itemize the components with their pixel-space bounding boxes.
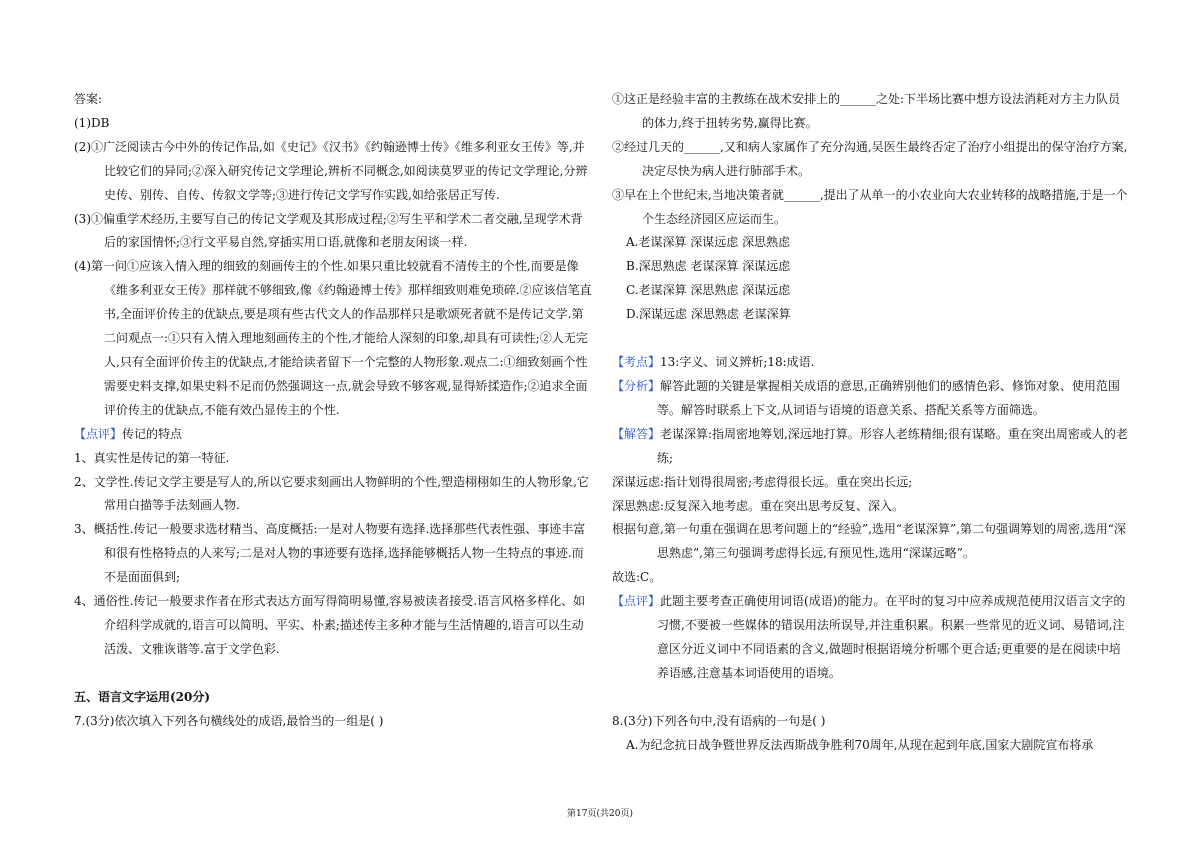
point-1: 1、真实性是传记的第一特征. — [74, 450, 230, 465]
question-8-option-a: A.为纪念抗日战争暨世界反法西斯战争胜利70周年,从现在起到年底,国家大剧院宣布将承 — [626, 737, 1094, 752]
sentence-3: ③早在上个世纪末,当地决策者就______,提出了从单一的小农业向大农业转移的战略措施,于是一个个生态经济园区应运而生。 — [612, 187, 1128, 226]
answer-label: 答案: — [74, 92, 103, 106]
comment — [612, 590, 1132, 686]
analysis — [612, 375, 1132, 423]
left-column — [74, 88, 594, 734]
review-text: 传记的特点 — [122, 426, 183, 441]
comment-text: 此题主要考查正确使用词语(成语)的能力。在平时的复习中应养成规范使用汉语言文字的习惯,不要被一些媒体的错误用法所误导,并注重积累。积累一些常见的近义词、易错词,注意区分近义词中不同语素的含义,做题时根据语境分析哪个更合适;更重要的是在阅读中培养语感,注意基本词语使用的语境。 — [657, 594, 1126, 680]
answer-3: (3)①偏重学术经历,主要写自己的传记文学观及其形成过程;②写生平和学术二者交融,呈现学术背后的家国情怀;③行文平易自然,穿插实用口语,就像和老朋友闲谈一样. — [74, 211, 583, 250]
knowledge-tag: 【考点】 — [612, 355, 661, 370]
question-8: 8.(3分)下列各句中,没有语病的一句是( ) — [612, 713, 826, 728]
section-title: 五、语言文字运用(20分) — [74, 689, 211, 704]
solution — [612, 423, 1132, 471]
option-c: C.老谋深算 深思熟虑 深谋远虑 — [626, 283, 791, 298]
comment-tag: 【点评】 — [612, 594, 661, 609]
analysis-text: 解答此题的关键是掌握相关成语的意思,正确辨别他们的感情色彩、修饰对象、使用范围等。解答时联系上下文,从词语与语境的语意关系、搭配关系等方面筛选。 — [657, 378, 1120, 417]
question-7: 7.(3分)依次填入下列各句横线处的成语,最恰当的一组是( ) — [74, 713, 384, 728]
analysis-tag: 【分析】 — [612, 378, 661, 393]
answer-2: (2)①广泛阅读古今中外的传记作品,如《史记》《汉书》《约翰逊博士传》《维多利亚女王传》等,并比较它们的异同;②深入研究传记文学理论,辨析不同概念,如阅读莫罗亚的传记文学理论,分辨史传、别传、自传、传叙文学等;③进行传记文学写作实践,如给张居正写传. — [74, 139, 588, 202]
review-line — [74, 423, 594, 447]
sentence-1: ①这正是经验丰富的主教练在战术安排上的______之处:下半场比赛中想方设法消耗对方主力队员的体力,终于扭转劣势,赢得比赛。 — [612, 92, 1121, 130]
option-d: D.深谋远虑 深思熟虑 老谋深算 — [626, 307, 791, 322]
point-3: 3、概括性.传记一般要求选材精当、高度概括:一是对人物要有选择.选择那些代表性强、事迹丰富和很有性格特点的人来写;二是对人物的事迹要有选择,选择能够概括人物一生特点的事迹.而不是面面俱到; — [74, 522, 586, 585]
option-a: A.老谋深算 深谋远虑 深思熟虑 — [626, 235, 791, 250]
answer-1: (1)DB — [74, 115, 110, 130]
option-b: B.深思熟虑 老谋深算 深谋远虑 — [626, 259, 791, 274]
solution-text: 老谋深算:指周密地筹划,深远地打算。形容人老练精细;很有谋略。重在突出周密或人的老练; — [657, 426, 1128, 465]
page-footer: 第17页(共20页) — [567, 809, 633, 819]
point-2: 2、文学性.传记文学主要是写人的,所以它要求刻画出人物鲜明的个性,塑造栩栩如生的人物形象,它常用白描等手法刻画人物. — [74, 474, 589, 513]
review-tag: 【点评】 — [74, 426, 123, 441]
solution-line-2: 深思熟虑:反复深入地考虑。重在突出思考反复、深入。 — [612, 498, 905, 513]
right-column — [612, 88, 1132, 758]
solution-tag: 【解答】 — [612, 426, 661, 441]
sentence-2: ②经过几天的______,又和病人家属作了充分沟通,吴医生最终否定了治疗小组提出的保守治疗方案,决定尽快为病人进行肺部手术。 — [612, 139, 1128, 178]
knowledge-point — [612, 351, 1132, 375]
point-4: 4、通俗性.传记一般要求作者在形式表达方面写得简明易懂,容易被读者接受.语言风格多样化、如介绍科学成就的,语言可以简明、平实、朴素;描述传主多种才能与生活情趣的,语言可以生动活泼、文雅诙谐等.富于文学色彩. — [74, 594, 586, 656]
knowledge-text: 13:字义、词义辨析;18:成语. — [660, 355, 815, 370]
solution-line-1: 深谋远虑:指计划得很周密;考虑得很长远。重在突出长远; — [612, 474, 913, 489]
solution-line-3: 根据句意,第一句重在强调在思考问题上的“经验”,选用“老谋深算”,第二句强调筹划的周密,选用“深思熟虑”,第三句强调考虑得长远,有预见性,选用“深谋远略”。 — [612, 522, 1126, 561]
answer-4: (4)第一问①应该入情入理的细致的刻画传主的个性.如果只重比较就看不清传主的个性,而要是像《维多利亚女王传》那样就不够细致,像《约翰逊博士传》那样细致则难免琐碎.②应该信笔直书,全面评价传主的优缺点,要是项有些古代文人的作品那样只是歌颂死者就不是传记文学.第二问观点一:①只有入情入理地刻画传主的个性,才能给人深刻的印象,却具有可读性;②人无完人,只有全面评价传主的优缺点,才能给读者留下一个完整的人物形象.观点二:①细致刻画个性需要史料支撑,如果史料不足而仍然强调这一点,就会导致不够客观,显得矫揉造作;②追求全面评价传主的优缺点,不能有效凸显传主的个性. — [74, 259, 592, 417]
choice-line: 故选:C。 — [612, 570, 662, 585]
